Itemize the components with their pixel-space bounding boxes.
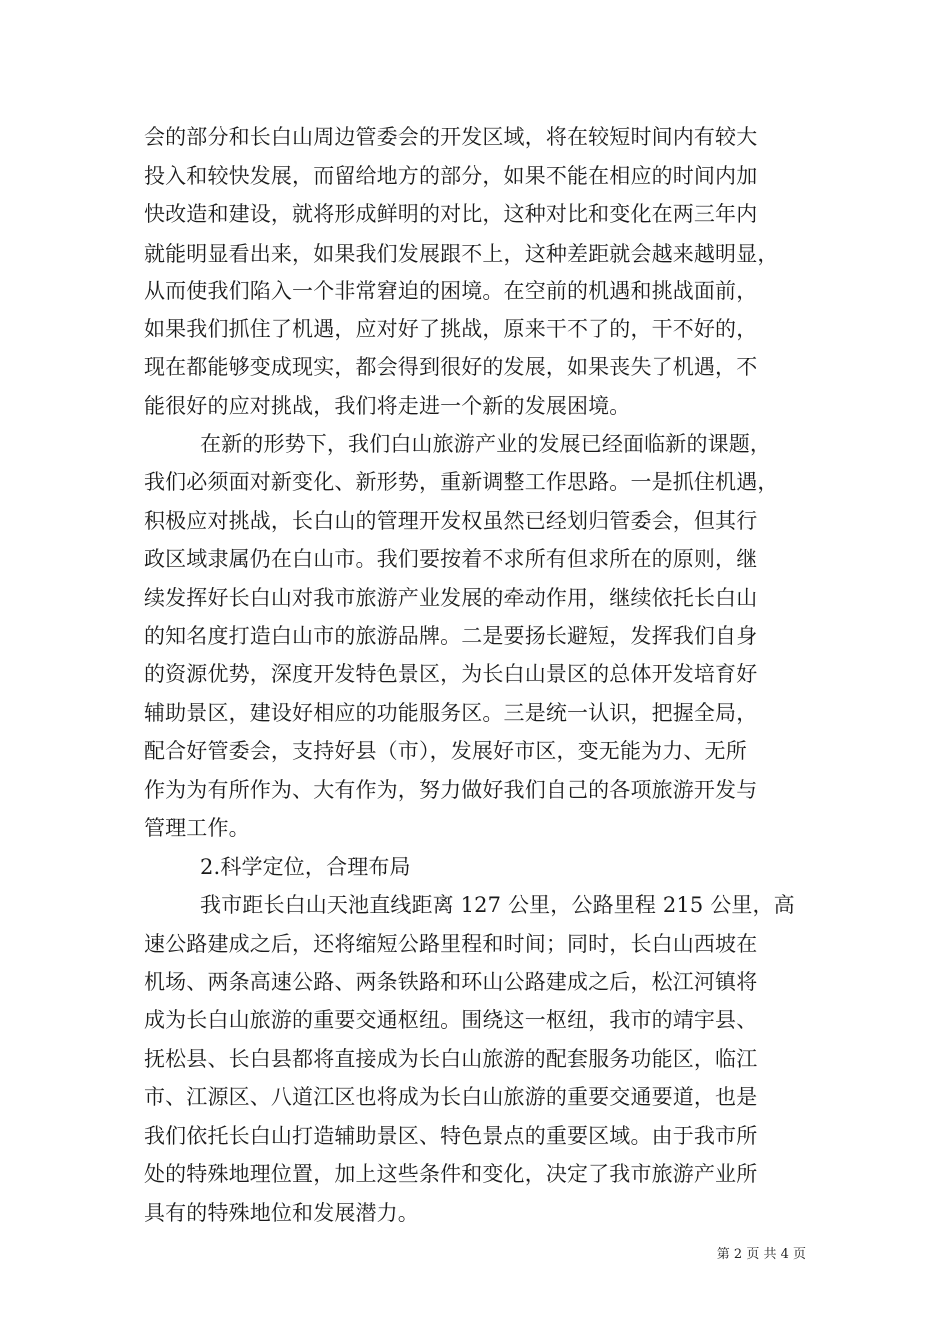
text-line: 处的特殊地理位置，加上这些条件和变化，决定了我市旅游产业所 — [144, 1162, 758, 1186]
text-line: 管理工作。 — [144, 816, 250, 840]
section-heading: 2.科学定位，合理布局 — [200, 855, 411, 879]
text-line: 的资源优势，深度开发特色景区，为长白山景区的总体开发培育好 — [144, 662, 758, 686]
text-line: 速公路建成之后，还将缩短公路里程和时间；同时，长白山西坡在 — [144, 932, 758, 956]
text-line: 政区域隶属仍在白山市。我们要按着不求所有但求所在的原则，继 — [144, 547, 758, 571]
text-line: 配合好管委会，支持好县（市），发展好市区，变无能为力、无所 — [144, 739, 747, 763]
text-line: 如果我们抓住了机遇，应对好了挑战，原来干不了的，干不好的， — [144, 317, 758, 341]
text-line: 积极应对挑战，长白山的管理开发权虽然已经划归管委会，但其行 — [144, 509, 758, 533]
text-line: 辅助景区，建设好相应的功能服务区。三是统一认识，把握全局， — [144, 701, 758, 725]
page-number-footer: 第 2 页 共 4 页 — [716, 1247, 806, 1262]
text-line: 续发挥好长白山对我市旅游产业发展的牵动作用，继续依托长白山 — [144, 586, 758, 610]
text-line: 投入和较快发展，而留给地方的部分，如果不能在相应的时间内加 — [144, 164, 758, 188]
text-line: 的知名度打造白山市的旅游品牌。二是要扬长避短，发挥我们自身 — [144, 624, 758, 648]
text-line: 机场、两条高速公路、两条铁路和环山公路建成之后，松江河镇将 — [144, 970, 758, 994]
paragraph-first-line: 我市距长白山天池直线距离 127 公里，公路里程 215 公里，高 — [200, 893, 795, 917]
text-line: 从而使我们陷入一个非常窘迫的困境。在空前的机遇和挑战面前， — [144, 279, 758, 303]
text-line: 抚松县、长白县都将直接成为长白山旅游的配套服务功能区，临江 — [144, 1047, 758, 1071]
text-line: 市、江源区、八道江区也将成为长白山旅游的重要交通要道，也是 — [144, 1085, 758, 1109]
text-line: 成为长白山旅游的重要交通枢纽。围绕这一枢纽，我市的靖宇县、 — [144, 1008, 758, 1032]
text-line: 就能明显看出来，如果我们发展跟不上，这种差距就会越来越明显， — [144, 242, 779, 266]
text-line: 现在都能够变成现实，都会得到很好的发展，如果丧失了机遇，不 — [144, 355, 758, 379]
text-line: 我们必须面对新变化、新形势，重新调整工作思路。一是抓住机遇， — [144, 470, 779, 494]
text-line: 快改造和建设，就将形成鲜明的对比，这种对比和变化在两三年内 — [144, 202, 758, 226]
text-line: 能很好的应对挑战，我们将走进一个新的发展困境。 — [144, 394, 631, 418]
paragraph-first-line: 在新的形势下，我们白山旅游产业的发展已经面临新的课题， — [200, 432, 772, 456]
text-line: 具有的特殊地位和发展潜力。 — [144, 1201, 419, 1225]
text-line: 会的部分和长白山周边管委会的开发区域，将在较短时间内有较大 — [144, 125, 758, 149]
text-line: 作为为有所作为、大有作为，努力做好我们自己的各项旅游开发与 — [144, 778, 758, 802]
text-line: 我们依托长白山打造辅助景区、特色景点的重要区域。由于我市所 — [144, 1124, 758, 1148]
